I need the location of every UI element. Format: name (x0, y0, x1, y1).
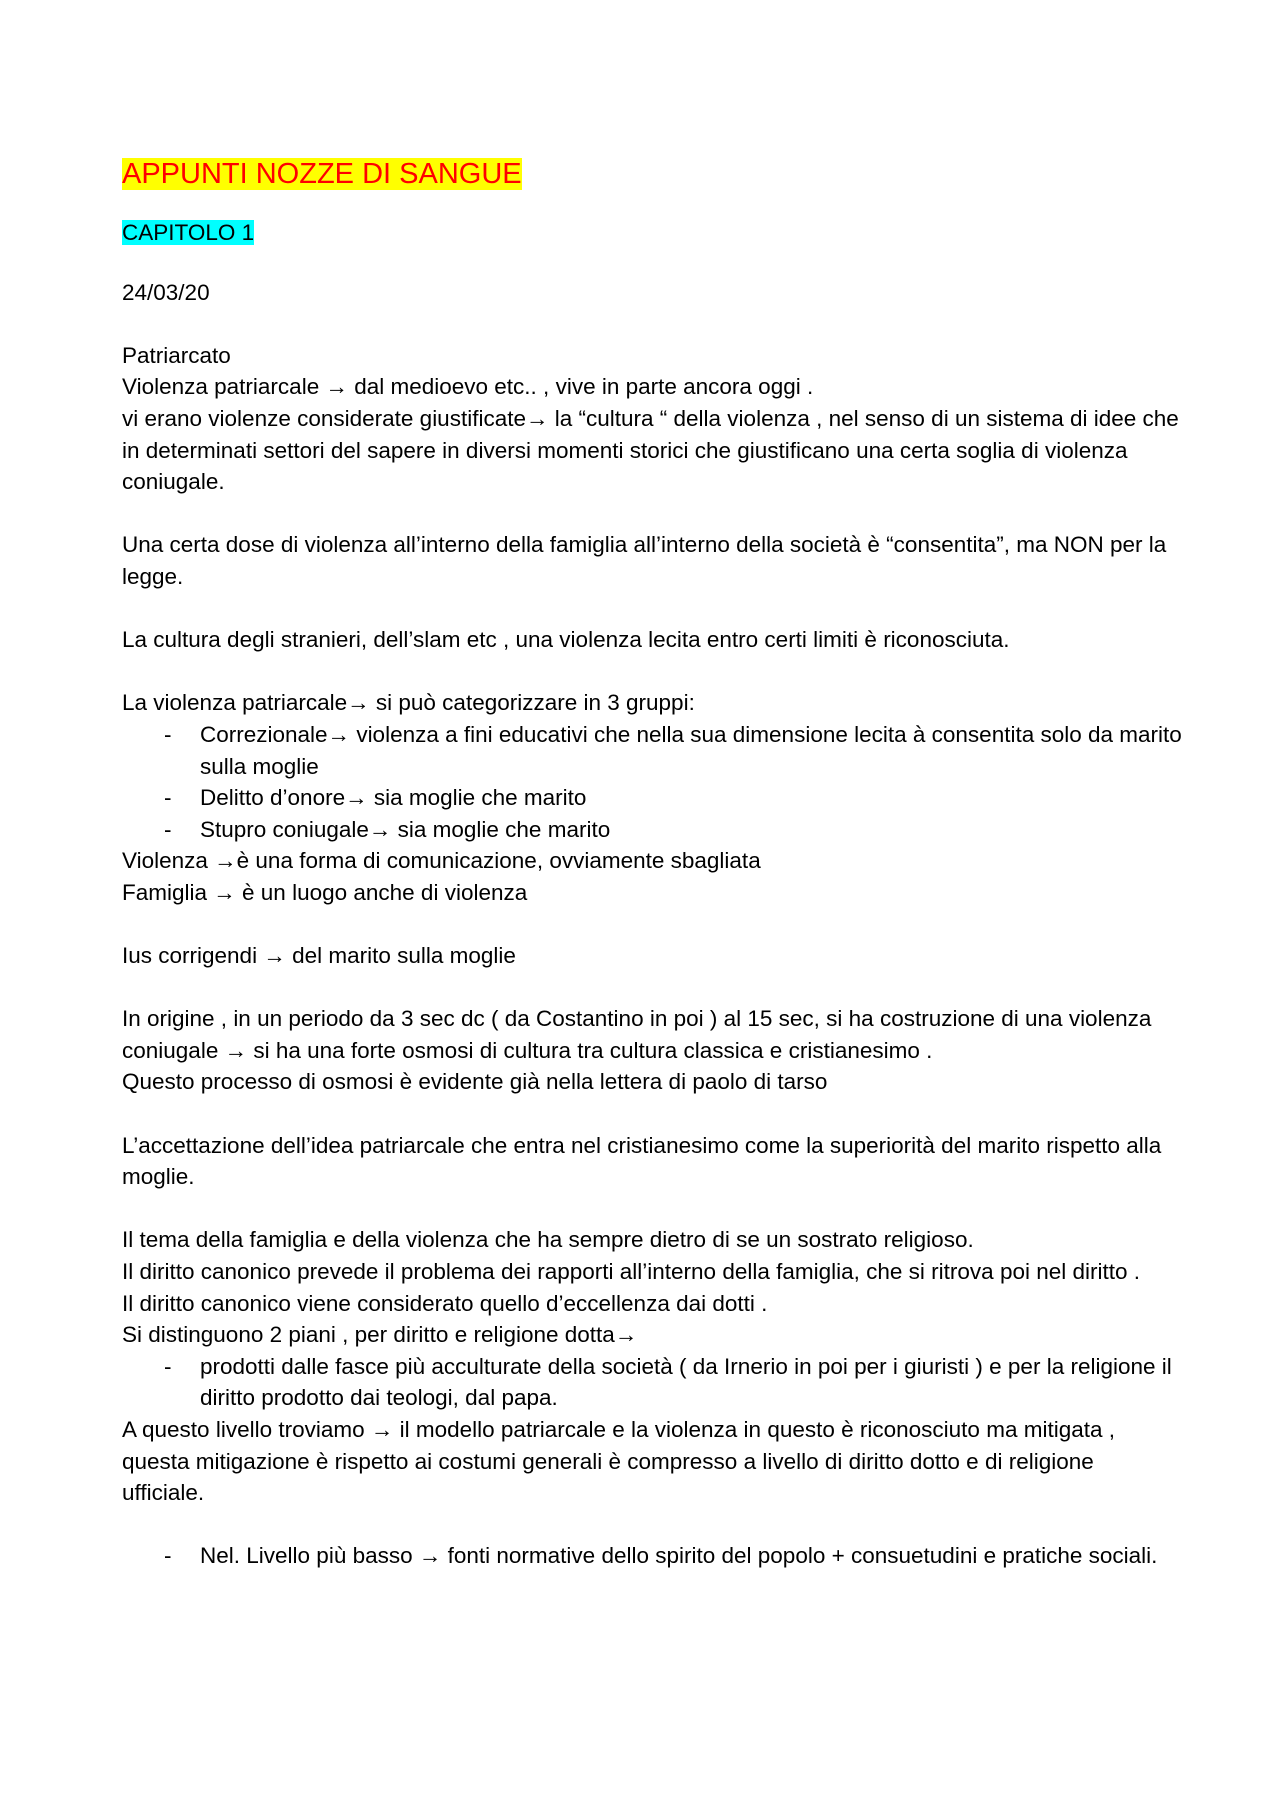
paragraph-dose-violenza: Una certa dose di violenza all’interno della famiglia all’interno della società è “consentita”, ma NON per la legge. (122, 532, 1167, 589)
paragraph-osmosi: Questo processo di osmosi è evidente già nella lettera di paolo di tarso (122, 1069, 828, 1095)
document-title (122, 155, 1182, 193)
bullet-dash: - (164, 721, 172, 747)
list-item-text: Stupro coniugale→ sia moglie che marito (200, 816, 611, 842)
paragraph-violenze-giustificate: vi erano violenze considerate giustificate→ la “cultura “ della violenza , nel senso di un sistema di idee che in determinati settori del sapere in diversi momenti storici che giustificano una certa soglia di violenza coniugale. (122, 405, 1179, 495)
list-item (122, 1351, 1182, 1414)
paragraph-violenza-comunicazione: Violenza →è una forma di comunicazione, ovviamente sbagliata (122, 848, 761, 874)
paragraph-cultura-stranieri: La cultura degli stranieri, dell’slam etc , una violenza lecita entro certi limiti è riconosciuta. (122, 627, 1010, 653)
paragraph-origine: In origine , in un periodo da 3 sec dc ( da Costantino in poi ) al 15 sec, si ha costruzione di una violenza coniugale → si ha una forte osmosi di cultura tra cultura classica e cristianesimo . (122, 1006, 1152, 1063)
title-highlight: APPUNTI NOZZE DI SANGUE (122, 158, 522, 190)
list-item-text: prodotti dalle fasce più acculturate della società ( da Irnerio in poi per i giuristi ) e per la religione il diritto prodotto dai teologi, dal papa. (200, 1353, 1172, 1411)
paragraph-famiglia: Famiglia → è un luogo anche di violenza (122, 879, 528, 905)
list-item (122, 1540, 1182, 1572)
note-date: 24/03/20 (122, 279, 210, 305)
paragraph-ius-corrigendi: Ius corrigendi → del marito sulla moglie (122, 943, 516, 969)
paragraph-livello: A questo livello troviamo → il modello patriarcale e la violenza in questo è riconosciuto ma mitigata , questa mitigazione è rispetto ai costumi generali è compresso a livello di diritto dotto e di religione ufficiale. (122, 1416, 1115, 1506)
paragraph-tema-famiglia: Il tema della famiglia e della violenza che ha sempre dietro di se un sostrato religioso. (122, 1227, 974, 1253)
document-body (122, 155, 1182, 1572)
list-item-text: Nel. Livello più basso → fonti normative dello spirito del popolo + consuetudini e pratiche sociali. (200, 1543, 1158, 1569)
paragraph-diritto-canonico: Il diritto canonico prevede il problema dei rapporti all’interno della famiglia, che si ritrova poi nel diritto . (122, 1259, 1141, 1284)
list-item-text: Correzionale→ violenza a fini educativi che nella sua dimensione lecita à consentita solo da marito sulla moglie (200, 721, 1182, 779)
chapter-heading (122, 217, 1182, 249)
paragraph-patriarcato: Patriarcato (122, 342, 231, 368)
bullet-dash: - (164, 1353, 172, 1379)
bullet-dash: - (164, 1543, 172, 1569)
chapter-highlight: CAPITOLO 1 (122, 220, 255, 245)
paragraph-accettazione: L’accettazione dell’idea patriarcale che entra nel cristianesimo come la superiorità del marito rispetto alla moglie. (122, 1132, 1162, 1190)
list-item (122, 782, 1182, 814)
bullet-dash: - (164, 785, 172, 811)
list-item (122, 719, 1182, 782)
paragraph-due-piani: Si distinguono 2 piani , per diritto e religione dotta→ (122, 1322, 638, 1348)
paragraph-categorie: La violenza patriarcale→ si può categorizzare in 3 gruppi: (122, 690, 695, 716)
list-item-text: Delitto d’onore→ sia moglie che marito (200, 785, 587, 811)
bullet-dash: - (164, 816, 172, 842)
paragraph-violenza-patriarcale: Violenza patriarcale → dal medioevo etc.. , vive in parte ancora oggi . (122, 374, 814, 400)
list-item (122, 814, 1182, 846)
paragraph-eccellenza: Il diritto canonico viene considerato quello d’eccellenza dai dotti . (122, 1290, 768, 1316)
